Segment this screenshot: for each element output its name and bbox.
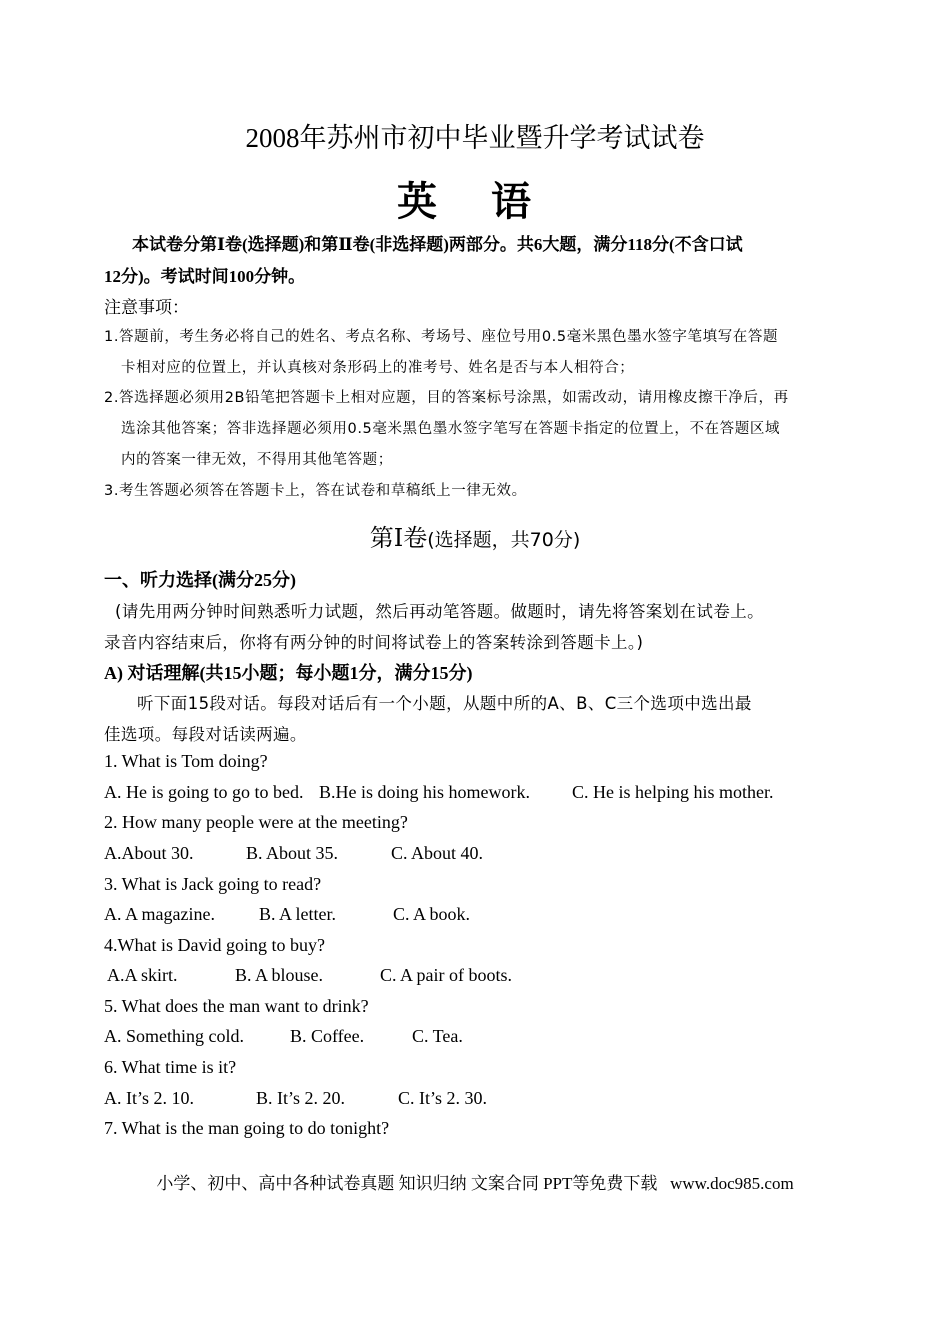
note-2-line-2: 选涂其他答案；答非选择题必须用0.5毫米黑色墨水签字笔写在答题卡指定的位置上，不在答题区域 (121, 421, 781, 437)
question-4-option-c: C. A pair of boots. (380, 965, 513, 985)
question-3: 3. What is Jack going to read? (104, 874, 322, 894)
question-5: 5. What does the man want to drink? (104, 996, 369, 1016)
question-6-option-c: C. It’s 2. 30. (398, 1088, 488, 1108)
question-2-option-a: A.About 30. (104, 843, 194, 863)
intro-line-2: 12分)。考试时间100分钟。 (104, 267, 306, 286)
part-1-instructions-1: (请先用两分钟时间熟悉听力试题，然后再动笔答题。做题时，请先将答案划在试卷上。 (115, 602, 765, 621)
subject-title: 英 语 (397, 179, 553, 224)
question-2-option-c: C. About 40. (391, 843, 484, 863)
question-1: 1. What is Tom doing? (104, 751, 268, 771)
part-1a-heading: A) 对话理解(共15小题；每小题1分，满分15分) (104, 663, 473, 683)
question-4-option-a: A.A skirt. (107, 965, 178, 985)
note-2-line-1: 2.答选择题必须用2B铅笔把答题卡上相对应题，目的答案标号涂黑，如需改动，请用橡皮擦干净后，再 (104, 390, 789, 406)
part-1-instructions-2: 录音内容结束后，你将有两分钟的时间将试卷上的答案转涂到答题卡上。) (104, 633, 644, 652)
question-2-option-b: B. About 35. (246, 843, 339, 863)
footer-url[interactable]: www.doc985.com (670, 1174, 794, 1193)
section-1-title (0, 518, 950, 553)
question-5-option-a: A. Something cold. (104, 1026, 244, 1046)
question-5-option-b: B. Coffee. (290, 1026, 365, 1046)
note-3: 3.考生答题必须答在答题卡上，答在试卷和草稿纸上一律无效。 (104, 483, 527, 499)
question-3-option-a: A. A magazine. (104, 904, 215, 924)
notes-heading: 注意事项： (104, 298, 189, 317)
question-3-option-c: C. A book. (393, 904, 471, 924)
question-7: 7. What is the man going to do tonight? (104, 1118, 390, 1138)
question-2: 2. How many people were at the meeting? (104, 812, 408, 832)
note-1-line-2: 卡相对应的位置上，并认真核对条形码上的准考号、姓名是否与本人相符合； (121, 360, 635, 376)
question-4: 4.What is David going to buy? (104, 935, 325, 955)
part-1a-directions-1: 听下面15段对话。每段对话后有一个小题，从题中所的A、B、C三个选项中选出最 (137, 694, 752, 713)
section-1-subtitle: (选择题，共70分) (427, 529, 581, 551)
footer (0, 1169, 950, 1194)
question-5-option-c: C. Tea. (412, 1026, 463, 1046)
question-4-option-b: B. A blouse. (235, 965, 324, 985)
question-1-option-a: A. He is going to go to bed. (104, 782, 304, 802)
question-3-option-b: B. A letter. (259, 904, 337, 924)
note-1-line-1: 1.答题前，考生务必将自己的姓名、考点名称、考场号、座位号用0.5毫米黑色墨水签字笔填写在答题 (104, 329, 779, 345)
part-1-heading: 一、听力选择(满分25分) (104, 570, 296, 590)
section-1-label: 第Ⅰ卷 (369, 526, 428, 552)
question-6: 6. What time is it? (104, 1057, 237, 1077)
question-6-option-b: B. It’s 2. 20. (256, 1088, 346, 1108)
note-2-line-3: 内的答案一律无效，不得用其他笔答题； (121, 452, 393, 468)
question-1-option-c: C. He is helping his mother. (572, 782, 774, 802)
exam-title: 2008年苏州市初中毕业暨升学考试试卷 (245, 123, 705, 153)
part-1a-directions-2: 佳选项。每段对话读两遍。 (104, 725, 307, 744)
question-6-option-a: A. It’s 2. 10. (104, 1088, 194, 1108)
footer-text: 小学、初中、高中各种试卷真题 知识归纳 文案合同 PPT等免费下载 (156, 1174, 658, 1193)
intro-line-1: 本试卷分第Ⅰ卷(选择题)和第Ⅱ卷(非选择题)两部分。共6大题，满分118分(不含口试 (132, 235, 743, 254)
question-1-option-b: B.He is doing his homework. (319, 782, 530, 802)
